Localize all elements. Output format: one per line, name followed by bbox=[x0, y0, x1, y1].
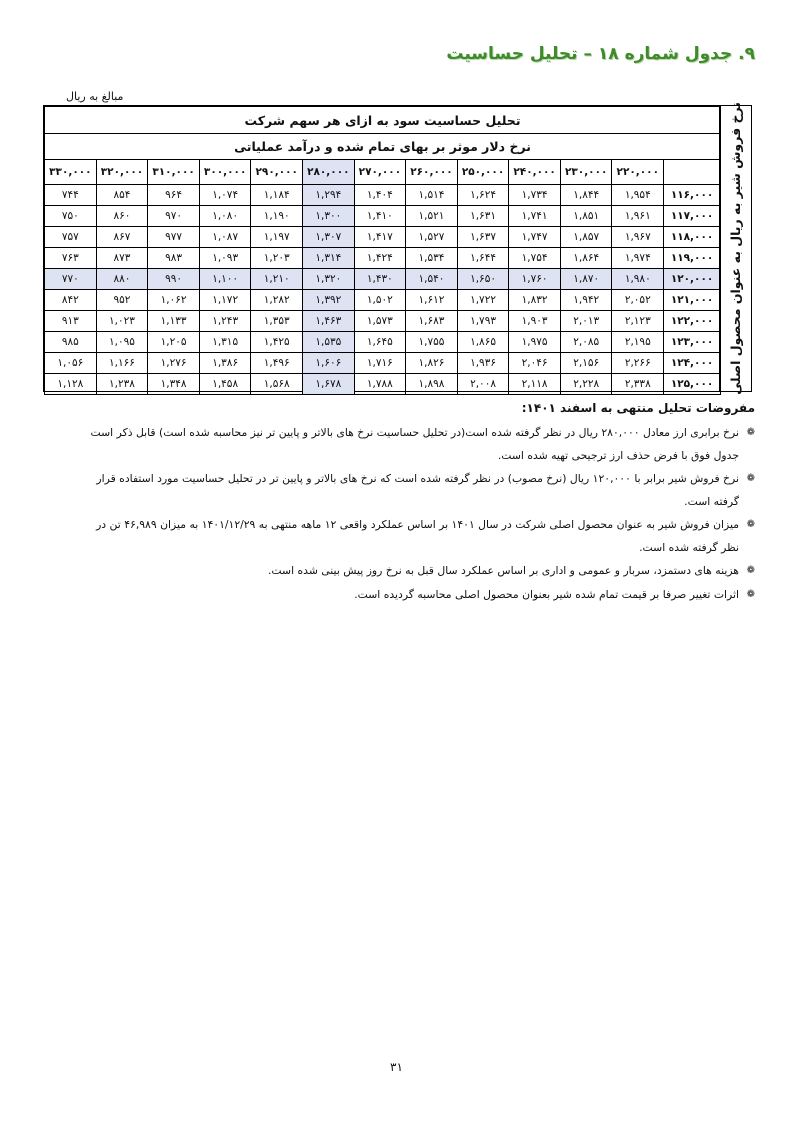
table-cell: ۲,۰۸۵ bbox=[560, 332, 612, 353]
column-header: ۲۸۰,۰۰۰ bbox=[303, 160, 355, 185]
table-cell: ۱,۶۴۴ bbox=[457, 248, 509, 269]
table-cell: ۹۶۴ bbox=[148, 185, 200, 206]
table-cell: ۱,۸۶۴ bbox=[560, 248, 612, 269]
assumption-item bbox=[75, 422, 755, 467]
table-cell: ۱,۱۳۳ bbox=[148, 311, 200, 332]
row-header: ۱۲۳,۰۰۰ bbox=[664, 332, 721, 353]
table-cell: ۱,۸۷۰ bbox=[560, 269, 612, 290]
table-cell: ۱,۳۱۴ bbox=[303, 248, 355, 269]
corner-cell bbox=[664, 160, 721, 185]
table-cell: ۹۸۵ bbox=[45, 332, 97, 353]
table-cell: ۱,۳۰۷ bbox=[303, 227, 355, 248]
table-cell: ۱,۲۱۰ bbox=[251, 269, 303, 290]
table-cell: ۱,۱۲۸ bbox=[45, 374, 97, 395]
table-cell: ۷۶۳ bbox=[45, 248, 97, 269]
table-cell: ۱,۵۴۰ bbox=[406, 269, 458, 290]
assumption-item bbox=[75, 584, 755, 607]
table-cell: ۱,۰۸۰ bbox=[199, 206, 251, 227]
table-cell: ۸۵۴ bbox=[96, 185, 148, 206]
table-row bbox=[45, 206, 721, 227]
table-cell: ۱,۴۵۸ bbox=[199, 374, 251, 395]
assumptions-title: مفروضات تحلیل منتهی به اسفند ۱۴۰۱: bbox=[521, 401, 755, 415]
table-row bbox=[45, 248, 721, 269]
table-row bbox=[45, 290, 721, 311]
table-row bbox=[45, 374, 721, 395]
table-cell: ۱,۳۵۳ bbox=[251, 311, 303, 332]
column-header: ۲۶۰,۰۰۰ bbox=[406, 160, 458, 185]
unit-note: مبالغ به ریال bbox=[66, 90, 124, 103]
table-cell: ۹۵۲ bbox=[96, 290, 148, 311]
table-cell: ۱,۷۳۴ bbox=[509, 185, 561, 206]
column-header: ۲۳۰,۰۰۰ bbox=[560, 160, 612, 185]
table-cell: ۱,۷۴۱ bbox=[509, 206, 561, 227]
sensitivity-table bbox=[43, 102, 752, 395]
row-header: ۱۱۸,۰۰۰ bbox=[664, 227, 721, 248]
table-cell: ۱,۹۷۵ bbox=[509, 332, 561, 353]
table-cell: ۷۵۰ bbox=[45, 206, 97, 227]
table-cell: ۱,۹۵۴ bbox=[612, 185, 664, 206]
bullet-icon: ❁ bbox=[746, 427, 755, 438]
assumptions-list bbox=[75, 422, 755, 607]
table-cell: ۸۶۷ bbox=[96, 227, 148, 248]
table-cell: ۱,۷۸۸ bbox=[354, 374, 406, 395]
assumption-item bbox=[75, 468, 755, 513]
table-cell: ۱,۵۲۱ bbox=[406, 206, 458, 227]
table-cell: ۱,۷۵۵ bbox=[406, 332, 458, 353]
table-cell: ۱,۷۶۰ bbox=[509, 269, 561, 290]
row-axis-label-text: نرخ فروش شیر به ریال به عنوان محصول اصلی bbox=[728, 102, 743, 395]
table-cell: ۱,۴۹۶ bbox=[251, 353, 303, 374]
table-cell: ۱,۱۶۶ bbox=[96, 353, 148, 374]
row-header: ۱۲۱,۰۰۰ bbox=[664, 290, 721, 311]
column-header: ۲۴۰,۰۰۰ bbox=[509, 160, 561, 185]
table-cell: ۱,۶۷۸ bbox=[303, 374, 355, 395]
table-cell: ۱,۶۴۵ bbox=[354, 332, 406, 353]
table-cell: ۱,۲۴۳ bbox=[199, 311, 251, 332]
table-row bbox=[45, 353, 721, 374]
table-cell: ۱,۱۹۰ bbox=[251, 206, 303, 227]
table-cell: ۱,۳۹۲ bbox=[303, 290, 355, 311]
table-cell: ۲,۲۲۸ bbox=[560, 374, 612, 395]
table-cell: ۱,۷۵۴ bbox=[509, 248, 561, 269]
table-cell: ۱,۹۰۳ bbox=[509, 311, 561, 332]
assumption-text: نرخ برابری ارز معادل ۲۸۰,۰۰۰ ریال در نظر گرفته شده است(در تحلیل حساسیت نرخ های بالاتر و پایین تر نیز محاسبه شده است) قابل ذکر است جدول فوق با فرض حذف ارز ترجیحی تهیه شده است. bbox=[90, 426, 739, 462]
table-cell: ۱,۹۷۴ bbox=[612, 248, 664, 269]
assumption-item bbox=[75, 514, 755, 559]
table-cell: ۲,۱۱۸ bbox=[509, 374, 561, 395]
table-cell: ۱,۴۱۰ bbox=[354, 206, 406, 227]
table-cell: ۹۷۷ bbox=[148, 227, 200, 248]
table-cell: ۸۴۲ bbox=[45, 290, 97, 311]
column-header: ۳۱۰,۰۰۰ bbox=[148, 160, 200, 185]
table-row bbox=[45, 185, 721, 206]
table-cell: ۱,۷۴۷ bbox=[509, 227, 561, 248]
table-cell: ۸۷۳ bbox=[96, 248, 148, 269]
column-header: ۳۳۰,۰۰۰ bbox=[45, 160, 97, 185]
table-cell: ۱,۱۰۰ bbox=[199, 269, 251, 290]
table-cell: ۱,۴۶۳ bbox=[303, 311, 355, 332]
row-header: ۱۱۹,۰۰۰ bbox=[664, 248, 721, 269]
table-cell: ۱,۶۰۶ bbox=[303, 353, 355, 374]
row-header: ۱۲۲,۰۰۰ bbox=[664, 311, 721, 332]
table-cell: ۱,۲۷۶ bbox=[148, 353, 200, 374]
table-cell: ۱,۴۲۴ bbox=[354, 248, 406, 269]
table-cell: ۹۱۳ bbox=[45, 311, 97, 332]
table-cell: ۱,۸۲۶ bbox=[406, 353, 458, 374]
table-title: تحلیل حساسیت سود به ازای هر سهم شرکت bbox=[45, 107, 721, 134]
table-cell: ۲,۱۹۵ bbox=[612, 332, 664, 353]
table-cell: ۱,۰۲۳ bbox=[96, 311, 148, 332]
table-cell: ۱,۷۲۲ bbox=[457, 290, 509, 311]
assumption-text: هزینه های دستمزد، سربار و عمومی و اداری بر اساس عملکرد سال قبل به نرخ روز پیش بینی شده است. bbox=[267, 564, 739, 577]
table-cell: ۸۶۰ bbox=[96, 206, 148, 227]
assumption-text: میزان فروش شیر به عنوان محصول اصلی شرکت در سال ۱۴۰۱ بر اساس عملکرد واقعی ۱۲ ماهه منتهی به ۱۴۰۱/۱۲/۲۹ به میزان ۴۶,۹۸۹ تن در نظر گرفته شده است. bbox=[96, 518, 739, 554]
table-cell: ۱,۸۳۲ bbox=[509, 290, 561, 311]
table-cell: ۷۴۴ bbox=[45, 185, 97, 206]
table-cell: ۱,۵۳۵ bbox=[303, 332, 355, 353]
table-cell: ۱,۵۱۴ bbox=[406, 185, 458, 206]
column-header: ۲۹۰,۰۰۰ bbox=[251, 160, 303, 185]
table-cell: ۱,۰۹۵ bbox=[96, 332, 148, 353]
table-cell: ۱,۶۲۴ bbox=[457, 185, 509, 206]
table-cell: ۱,۸۵۷ bbox=[560, 227, 612, 248]
table-cell: ۱,۵۶۸ bbox=[251, 374, 303, 395]
table-cell: ۱,۵۳۴ bbox=[406, 248, 458, 269]
table-cell: ۱,۵۰۲ bbox=[354, 290, 406, 311]
table-cell: ۱,۸۹۸ bbox=[406, 374, 458, 395]
sensitivity-grid bbox=[44, 106, 721, 395]
table-cell: ۹۸۳ bbox=[148, 248, 200, 269]
table-cell: ۱,۹۸۰ bbox=[612, 269, 664, 290]
assumption-item bbox=[75, 560, 755, 583]
table-cell: ۱,۹۶۷ bbox=[612, 227, 664, 248]
table-cell: ۲,۰۱۳ bbox=[560, 311, 612, 332]
assumption-text: اثرات تغییر صرفا بر قیمت تمام شده شیر بعنوان محصول اصلی محاسبه گردیده است. bbox=[354, 587, 739, 601]
table-cell: ۲,۰۴۶ bbox=[509, 353, 561, 374]
table-cell: ۱,۸۶۵ bbox=[457, 332, 509, 353]
table-cell: ۲,۰۰۸ bbox=[457, 374, 509, 395]
table-cell: ۱,۲۰۵ bbox=[148, 332, 200, 353]
table-cell: ۱,۹۶۱ bbox=[612, 206, 664, 227]
table-cell: ۱,۰۶۲ bbox=[148, 290, 200, 311]
table-cell: ۱,۶۳۱ bbox=[457, 206, 509, 227]
table-cell: ۱,۱۸۴ bbox=[251, 185, 303, 206]
row-header: ۱۱۶,۰۰۰ bbox=[664, 185, 721, 206]
table-cell: ۱,۶۵۰ bbox=[457, 269, 509, 290]
table-cell: ۲,۰۵۲ bbox=[612, 290, 664, 311]
table-cell: ۹۷۰ bbox=[148, 206, 200, 227]
table-cell: ۲,۲۶۶ bbox=[612, 353, 664, 374]
table-cell: ۱,۲۳۸ bbox=[96, 374, 148, 395]
table-cell: ۷۷۰ bbox=[45, 269, 97, 290]
bullet-icon: ❁ bbox=[746, 519, 755, 530]
table-cell: ۱,۰۵۶ bbox=[45, 353, 97, 374]
table-cell: ۱,۸۴۴ bbox=[560, 185, 612, 206]
row-header: ۱۲۵,۰۰۰ bbox=[664, 374, 721, 395]
table-row bbox=[45, 269, 721, 290]
table-row bbox=[45, 227, 721, 248]
table-row bbox=[45, 311, 721, 332]
table-cell: ۱,۱۹۷ bbox=[251, 227, 303, 248]
table-cell: ۱,۴۱۷ bbox=[354, 227, 406, 248]
table-cell: ۱,۹۳۶ bbox=[457, 353, 509, 374]
table-cell: ۱,۷۹۳ bbox=[457, 311, 509, 332]
table-cell: ۱,۶۸۳ bbox=[406, 311, 458, 332]
table-cell: ۱,۰۷۴ bbox=[199, 185, 251, 206]
column-header: ۲۲۰,۰۰۰ bbox=[612, 160, 664, 185]
table-subtitle: نرخ دلار موثر بر بهای تمام شده و درآمد عملیاتی bbox=[45, 134, 721, 160]
row-header: ۱۱۷,۰۰۰ bbox=[664, 206, 721, 227]
column-header: ۳۰۰,۰۰۰ bbox=[199, 160, 251, 185]
table-cell: ۱,۰۹۳ bbox=[199, 248, 251, 269]
section-heading: ۹. جدول شماره ۱۸ – تحلیل حساسیت bbox=[446, 44, 755, 64]
table-cell: ۱,۳۰۰ bbox=[303, 206, 355, 227]
table-cell: ۱,۶۱۲ bbox=[406, 290, 458, 311]
table-cell: ۱,۵۷۳ bbox=[354, 311, 406, 332]
table-cell: ۱,۸۵۱ bbox=[560, 206, 612, 227]
table-row bbox=[45, 332, 721, 353]
column-header: ۳۲۰,۰۰۰ bbox=[96, 160, 148, 185]
table-cell: ۱,۰۸۷ bbox=[199, 227, 251, 248]
column-header-row bbox=[45, 160, 721, 185]
bullet-icon: ❁ bbox=[746, 588, 755, 600]
table-cell: ۲,۳۳۸ bbox=[612, 374, 664, 395]
row-header: ۱۲۴,۰۰۰ bbox=[664, 353, 721, 374]
table-cell: ۱,۴۰۴ bbox=[354, 185, 406, 206]
table-cell: ۸۸۰ bbox=[96, 269, 148, 290]
table-cell: ۱,۳۲۰ bbox=[303, 269, 355, 290]
table-cell: ۱,۹۴۲ bbox=[560, 290, 612, 311]
table-cell: ۱,۱۷۲ bbox=[199, 290, 251, 311]
table-cell: ۲,۱۵۶ bbox=[560, 353, 612, 374]
table-cell: ۱,۲۸۲ bbox=[251, 290, 303, 311]
table-cell: ۹۹۰ bbox=[148, 269, 200, 290]
bullet-icon: ❁ bbox=[746, 473, 755, 484]
table-cell: ۱,۲۹۴ bbox=[303, 185, 355, 206]
table-cell: ۱,۵۲۷ bbox=[406, 227, 458, 248]
table-cell: ۱,۴۲۵ bbox=[251, 332, 303, 353]
table-cell: ۷۵۷ bbox=[45, 227, 97, 248]
assumption-text: نرخ فروش شیر برابر با ۱۲۰,۰۰۰ ریال (نرخ مصوب) در نظر گرفته شده است که نرخ های بالاتر و پایین تر در تحلیل حساسیت مورد استفاده قرار گرفته است. bbox=[96, 472, 739, 508]
table-cell: ۱,۳۴۸ bbox=[148, 374, 200, 395]
table-cell: ۱,۶۳۷ bbox=[457, 227, 509, 248]
table-cell: ۱,۲۰۳ bbox=[251, 248, 303, 269]
page-number: ۳۱ bbox=[390, 1060, 403, 1074]
table-cell: ۱,۴۳۰ bbox=[354, 269, 406, 290]
column-header: ۲۵۰,۰۰۰ bbox=[457, 160, 509, 185]
table-cell: ۲,۱۲۳ bbox=[612, 311, 664, 332]
table-cell: ۱,۳۱۵ bbox=[199, 332, 251, 353]
table-cell: ۱,۷۱۶ bbox=[354, 353, 406, 374]
column-header: ۲۷۰,۰۰۰ bbox=[354, 160, 406, 185]
row-header: ۱۲۰,۰۰۰ bbox=[664, 269, 721, 290]
table-cell: ۱,۳۸۶ bbox=[199, 353, 251, 374]
row-axis-label bbox=[719, 102, 751, 395]
bullet-icon: ❁ bbox=[746, 565, 755, 576]
